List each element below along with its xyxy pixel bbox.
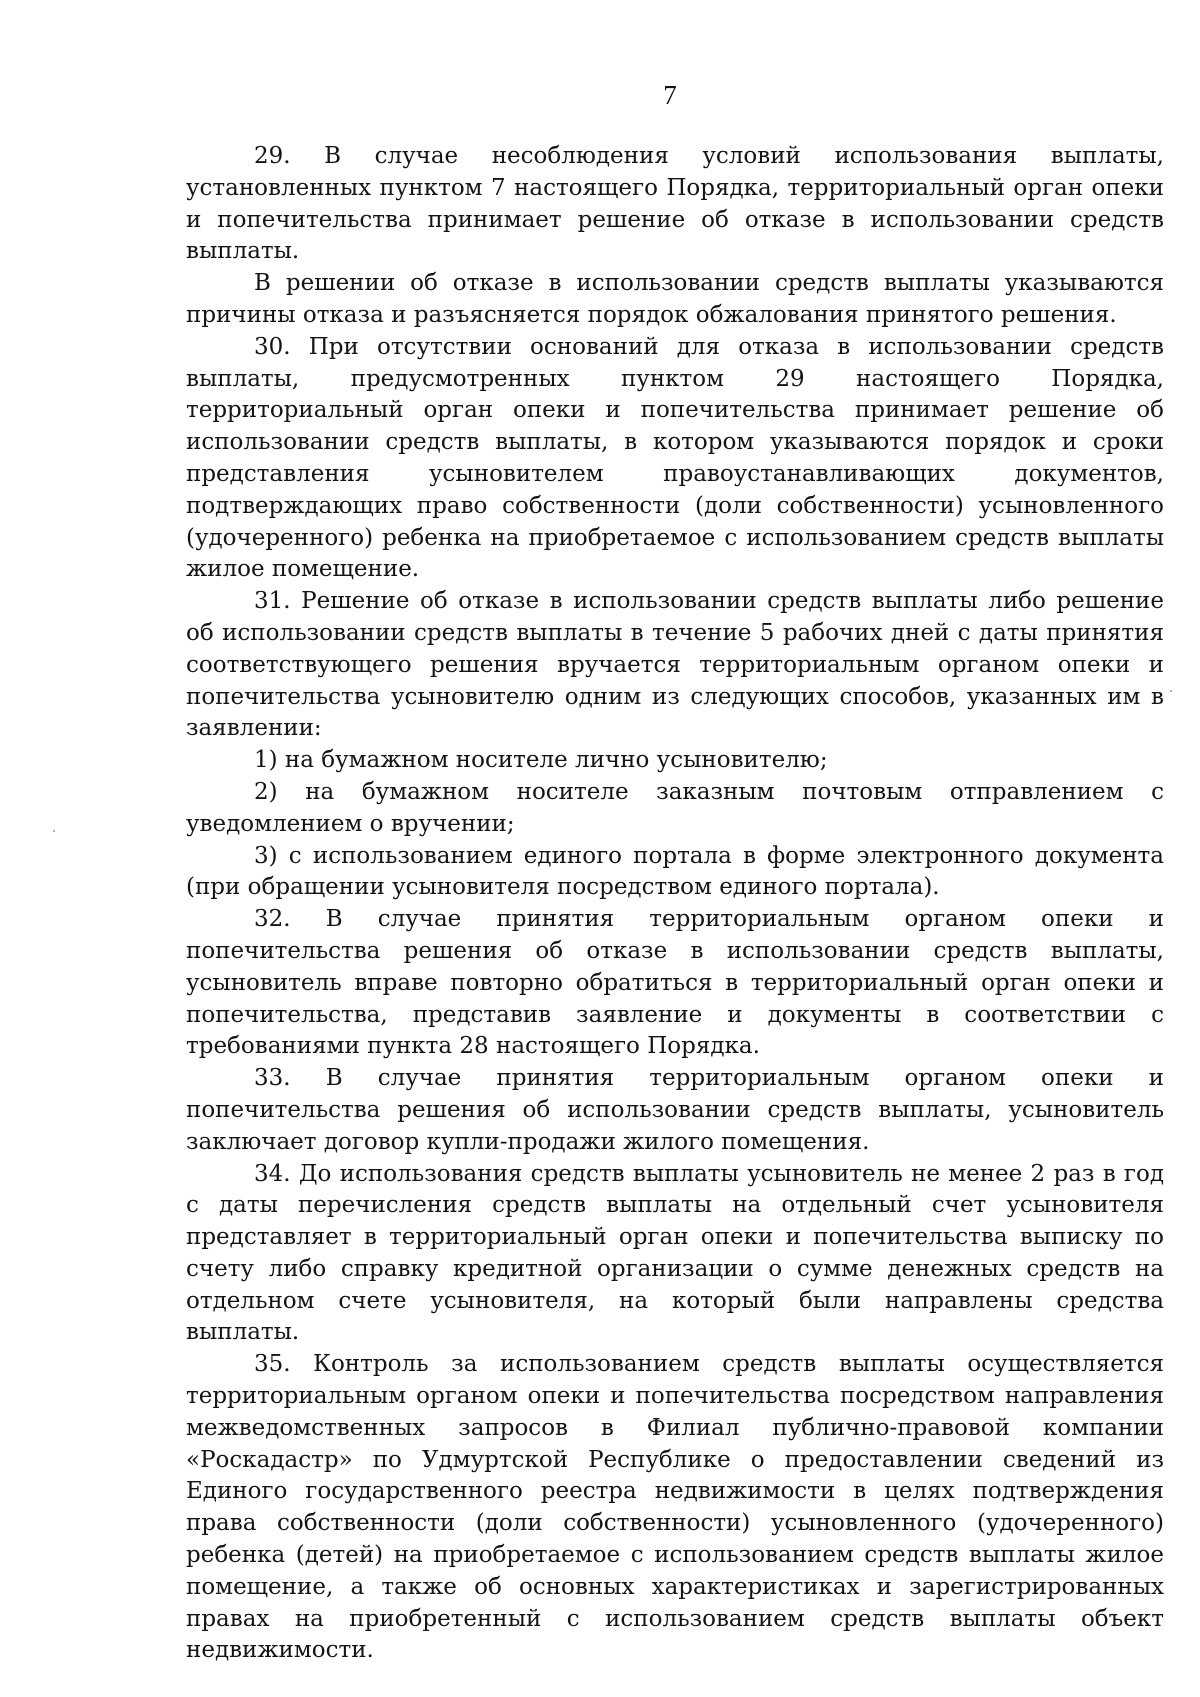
paragraph-31: 31. Решение об отказе в использовании средств выплаты либо решение об использовании средств выплаты в течение 5 рабочих дней с даты принятия соответствующего решения вручается территориальным органом опеки и попечительства усыновителю одним из следующих способов, указанных им в заявлении: <box>186 588 1164 742</box>
paragraph-32: 32. В случае принятия территориальным органом опеки и попечительства решения об отказе в использовании средств выплаты, усыновитель вправе повторно обратиться в территориальный орган опеки и попечительства, представив заявление и документы в соответствии с требованиями пункта 28 настоящего Порядка. <box>186 906 1164 1060</box>
paragraph-33: 33. В случае принятия территориальным органом опеки и попечительства решения об использовании средств выплаты, усыновитель заключает договор купли-продажи жилого помещения. <box>186 1065 1164 1155</box>
list-item-3: 3) с использованием единого портала в форме электронного документа (при обращении усыновителя посредством единого портала). <box>186 842 1164 901</box>
paragraph-29-refusal-reasons: В решении об отказе в использовании средств выплаты указываются причины отказа и разъясняется порядок обжалования принятого решения. <box>186 270 1164 328</box>
paragraph-35: 35. Контроль за использованием средств выплаты осуществляется территориальным органом опеки и попечительства посредством направления межведомственных запросов в Филиал публично-правовой компании «Роскадастр» по Удмуртской Республике о предоставлении сведений из Единого государственного реестра недвижимости в целях подтверждения права собственности (доли собственности) усыновленного (удочеренного) ребенка (детей) на приобретаемое с использованием средств выплаты жилое помещение, а также об основных характеристиках и зарегистрированных правах на приобретенный с использованием средств выплаты объект недвижимости. <box>186 1351 1164 1664</box>
list-item-2: 2) на бумажном носителе заказным почтовым отправлением с уведомлением о вручении; <box>186 778 1164 837</box>
paragraph-29: 29. В случае несоблюдения условий использования выплаты, установленных пунктом 7 настоящего Порядка, территориальный орган опеки и попечительства принимает решение об отказе в использовании средств выплаты. <box>186 143 1164 265</box>
paragraph-34: 34. До использования средств выплаты усыновитель не менее 2 раз в год с даты перечисления средств выплаты на отдельный счет усыновителя представляет в территориальный орган опеки и попечительства выписку по счету либо справку кредитной организации о сумме денежных средств на отдельном счете усыновителя, на который были направлены средства выплаты. <box>186 1160 1164 1346</box>
document-body <box>186 141 1164 1667</box>
scan-speck <box>1170 690 1172 692</box>
scan-speck <box>53 830 55 832</box>
paragraph-30: 30. При отсутствии оснований для отказа в использовании средств выплаты, предусмотренных пунктом 29 настоящего Порядка, территориальный орган опеки и попечительства принимает решение об использовании средств выплаты, в котором указываются порядок и сроки представления усыновителем правоустанавливающих документов, подтверждающих право собственности (доли собственности) усыновленного (удочеренного) ребенка на приобретаемое с использованием средств выплаты жилое помещение. <box>186 333 1164 583</box>
page-number: 7 <box>663 80 677 110</box>
list-item-1: 1) на бумажном носителе лично усыновителю; <box>254 747 828 774</box>
